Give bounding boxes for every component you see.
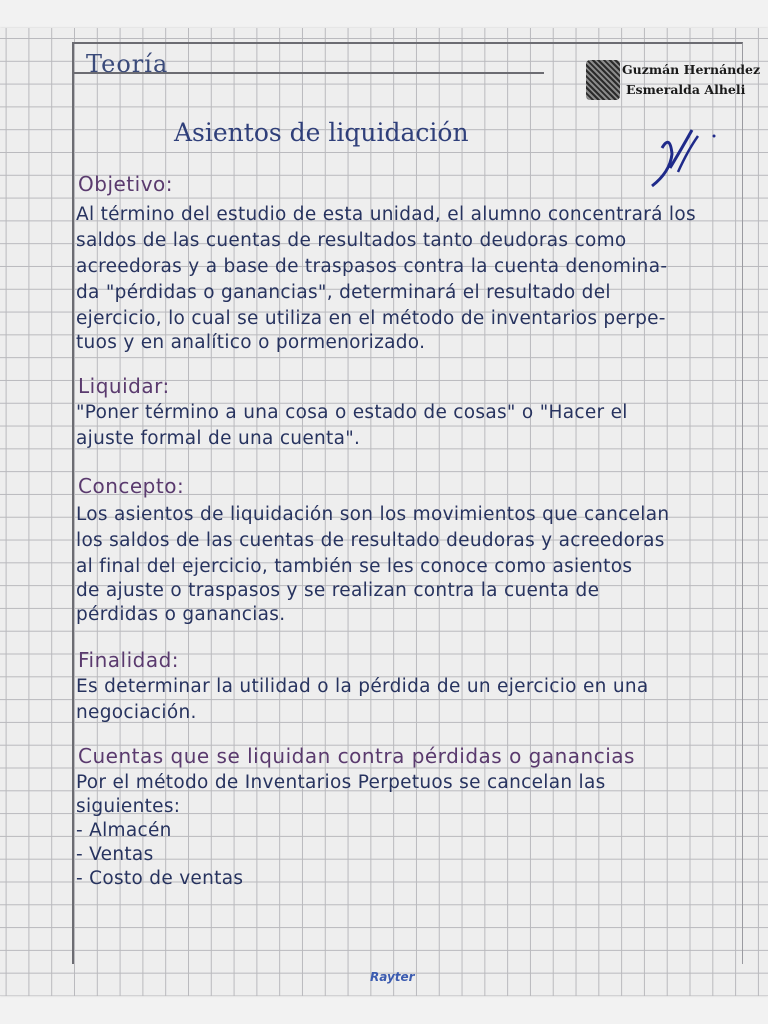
cuentas-line: Por el método de Inventarios Perpetuos se cancelan las xyxy=(76,772,606,793)
objetivo-line: acreedoras y a base de traspasos contra la cuenta denomina- xyxy=(76,256,668,277)
concepto-line: pérdidas o ganancias. xyxy=(76,604,286,625)
check-mark-signature xyxy=(648,128,718,198)
list-item: - Costo de ventas xyxy=(76,868,244,889)
section-heading-finalidad: Finalidad: xyxy=(78,648,180,672)
concepto-line: los saldos de las cuentas de resultado deudoras y acreedoras xyxy=(76,530,665,551)
page-title: Asientos de liquidación xyxy=(174,118,469,147)
liquidar-line: ajuste formal de una cuenta". xyxy=(76,428,361,449)
concepto-line: Los asientos de liquidación son los movimientos que cancelan xyxy=(76,504,670,525)
objetivo-line: Al término del estudio de esta unidad, el alumno concentrará los xyxy=(76,204,696,225)
objetivo-line: tuos y en analítico o pormenorizado. xyxy=(76,332,426,353)
author-stamp xyxy=(586,58,761,104)
objetivo-line: da "pérdidas o ganancias", determinará el resultado del xyxy=(76,282,611,303)
concepto-line: de ajuste o traspasos y se realizan contra la cuenta de xyxy=(76,580,600,601)
finalidad-line: Es determinar la utilidad o la pérdida de un ejercicio en una xyxy=(76,676,649,697)
finalidad-line: negociación. xyxy=(76,702,197,723)
brand-logo: Rayter xyxy=(370,970,415,984)
concepto-line: al final del ejercicio, también se les conoce como asientos xyxy=(76,556,633,577)
stamp-name-line2: Esmeralda Alheli xyxy=(626,82,746,97)
seal-emblem xyxy=(586,60,620,100)
cuentas-line: siguientes: xyxy=(76,796,181,817)
section-heading-cuentas: Cuentas que se liquidan contra pérdidas o ganancias xyxy=(78,744,635,768)
liquidar-line: "Poner término a una cosa o estado de cosas" o "Hacer el xyxy=(76,402,628,423)
stamp-name-line1: Guzmán Hernández xyxy=(622,62,761,77)
section-heading-liquidar: Liquidar: xyxy=(78,374,170,398)
objetivo-line: saldos de las cuentas de resultados tanto deudoras como xyxy=(76,230,627,251)
objetivo-line: ejercicio, lo cual se utiliza en el método de inventarios perpe- xyxy=(76,308,666,329)
section-heading-concepto: Concepto: xyxy=(78,474,185,498)
list-item: - Ventas xyxy=(76,844,154,865)
list-item: - Almacén xyxy=(76,820,172,841)
topic-label: Teoría xyxy=(86,50,169,78)
section-heading-objetivo: Objetivo: xyxy=(78,172,174,196)
